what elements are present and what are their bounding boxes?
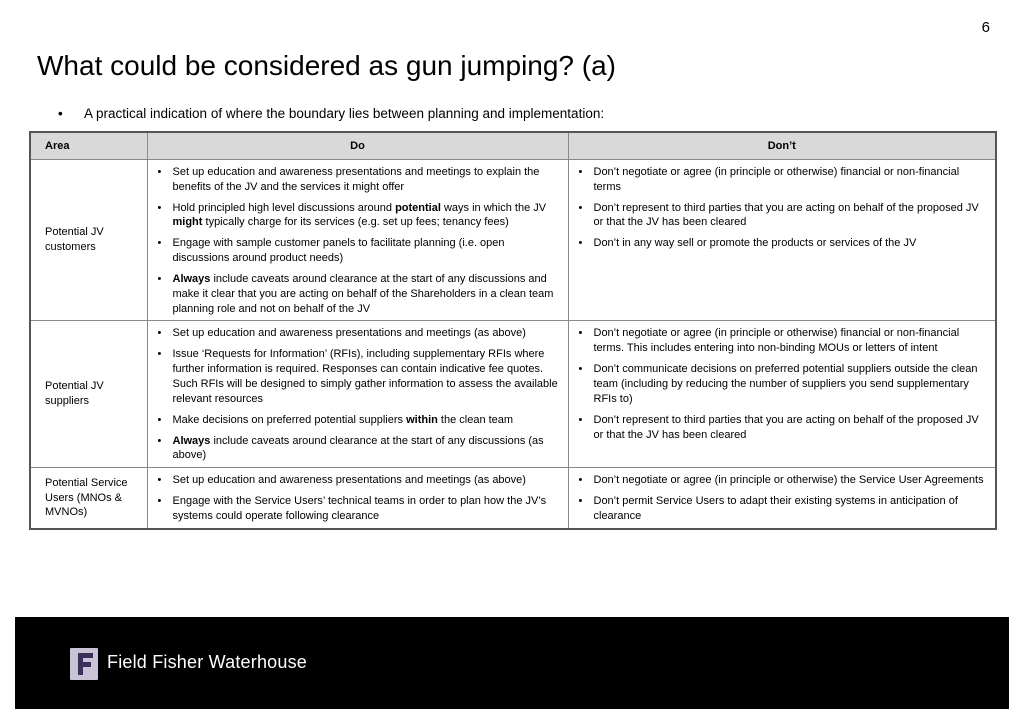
- dont-cell: [568, 321, 996, 468]
- do-cell: [147, 321, 568, 468]
- list-item: [575, 362, 988, 407]
- do-list: [154, 326, 560, 463]
- table-header-row: [30, 132, 996, 159]
- do-dont-table: [29, 131, 997, 530]
- ffw-logo-icon: [70, 648, 98, 680]
- list-item: [154, 165, 560, 195]
- dont-cell: [568, 159, 996, 321]
- list-item: [575, 473, 988, 488]
- bullet-dot: •: [58, 106, 63, 121]
- do-cell: [147, 159, 568, 321]
- item-text: Issue ‘Requests for Information’ (RFIs), including supplementary RFIs where further information is required. Responses can contain indicative fee quotes. Such RFIs will be designed to simply gather information to assess the available relevant resources: [172, 348, 558, 405]
- bold-text: Always: [172, 434, 211, 447]
- list-item: [154, 494, 560, 524]
- item-text: the clean team: [437, 413, 514, 426]
- do-cell: [147, 468, 568, 529]
- table-row: [30, 468, 996, 529]
- item-text: Don’t in any way sell or promote the products or services of the JV: [593, 237, 917, 250]
- list-item: [575, 165, 988, 195]
- dont-cell: [568, 468, 996, 529]
- list-item: [154, 434, 560, 464]
- intro-text: A practical indication of where the boundary lies between planning and implementation:: [84, 106, 605, 121]
- footer-bar: [15, 617, 1009, 709]
- header-dont: Don’t: [568, 132, 996, 159]
- item-text: Don’t permit Service Users to adapt their existing systems in anticipation of clearance: [593, 495, 958, 522]
- item-text: Don’t represent to third parties that you are acting on behalf of the proposed JV or that the JV has been cleared: [593, 201, 979, 229]
- item-text: Don’t communicate decisions on preferred potential suppliers outside the clean team (including by reducing the number of suppliers you send supplementary RFIs to): [593, 363, 978, 405]
- area-cell: Potential JV customers: [30, 159, 147, 321]
- item-text: Set up education and awareness presentations and meetings to explain the benefits of the JV and the services it might offer: [172, 165, 540, 193]
- do-list: [154, 165, 560, 317]
- list-item: [154, 201, 560, 231]
- item-text: Engage with the Service Users’ technical teams in order to plan how the JV’s systems could operate following clearance: [172, 495, 547, 522]
- header-area: Area: [30, 132, 147, 159]
- list-item: [575, 494, 988, 524]
- header-do: Do: [147, 132, 568, 159]
- item-text: ways in which the JV: [440, 201, 547, 214]
- dont-list: [575, 473, 988, 524]
- do-list: [154, 473, 560, 524]
- list-item: [154, 473, 560, 488]
- item-text: include caveats around clearance at the start of any discussions and make it clear that you are acting on behalf of the Shareholders in a clean team planning role and not on behalf of the JV: [172, 272, 554, 315]
- bold-text: might: [172, 216, 203, 229]
- list-item: [154, 236, 560, 266]
- list-item: [575, 413, 988, 443]
- table-row: [30, 321, 996, 468]
- dont-list: [575, 326, 988, 442]
- list-item: [154, 413, 560, 428]
- page-number: 6: [981, 19, 990, 36]
- slide-title: What could be considered as gun jumping? (a): [37, 50, 617, 81]
- item-text: Hold principled high level discussions around: [172, 201, 396, 214]
- list-item: [154, 272, 560, 317]
- list-item: [575, 326, 988, 356]
- item-text: Don’t represent to third parties that you are acting on behalf of the proposed JV or that the JV has been cleared: [593, 413, 979, 441]
- area-cell: Potential JV suppliers: [30, 321, 147, 468]
- table-row: [30, 159, 996, 321]
- item-text: Set up education and awareness presentations and meetings (as above): [172, 327, 526, 340]
- area-cell: Potential Service Users (MNOs & MVNOs): [30, 468, 147, 529]
- brand-name: Field Fisher Waterhouse: [107, 652, 308, 672]
- list-item: [154, 326, 560, 341]
- bold-text: potential: [395, 201, 441, 214]
- list-item: [575, 201, 988, 231]
- intro-bullet: [58, 106, 604, 121]
- item-text: Engage with sample customer panels to facilitate planning (i.e. open discussions around product needs): [172, 237, 505, 265]
- dont-list: [575, 165, 988, 251]
- item-text: include caveats around clearance at the start of any discussions (as above): [172, 434, 544, 462]
- item-text: Don’t negotiate or agree (in principle or otherwise) financial or non-financial terms: [593, 165, 960, 193]
- list-item: [575, 236, 988, 251]
- item-text: Make decisions on preferred potential suppliers: [172, 413, 407, 426]
- list-item: [154, 347, 560, 406]
- item-text: typically charge for its services (e.g. set up fees; tenancy fees): [202, 216, 509, 229]
- bold-text: Always: [172, 272, 211, 285]
- item-text: Don’t negotiate or agree (in principle or otherwise) the Service User Agreements: [593, 474, 984, 487]
- item-text: Don’t negotiate or agree (in principle or otherwise) financial or non-financial terms. This includes entering into non-binding MOUs or letters of intent: [593, 327, 960, 355]
- bold-text: within: [406, 413, 438, 426]
- item-text: Set up education and awareness presentations and meetings (as above): [172, 474, 526, 487]
